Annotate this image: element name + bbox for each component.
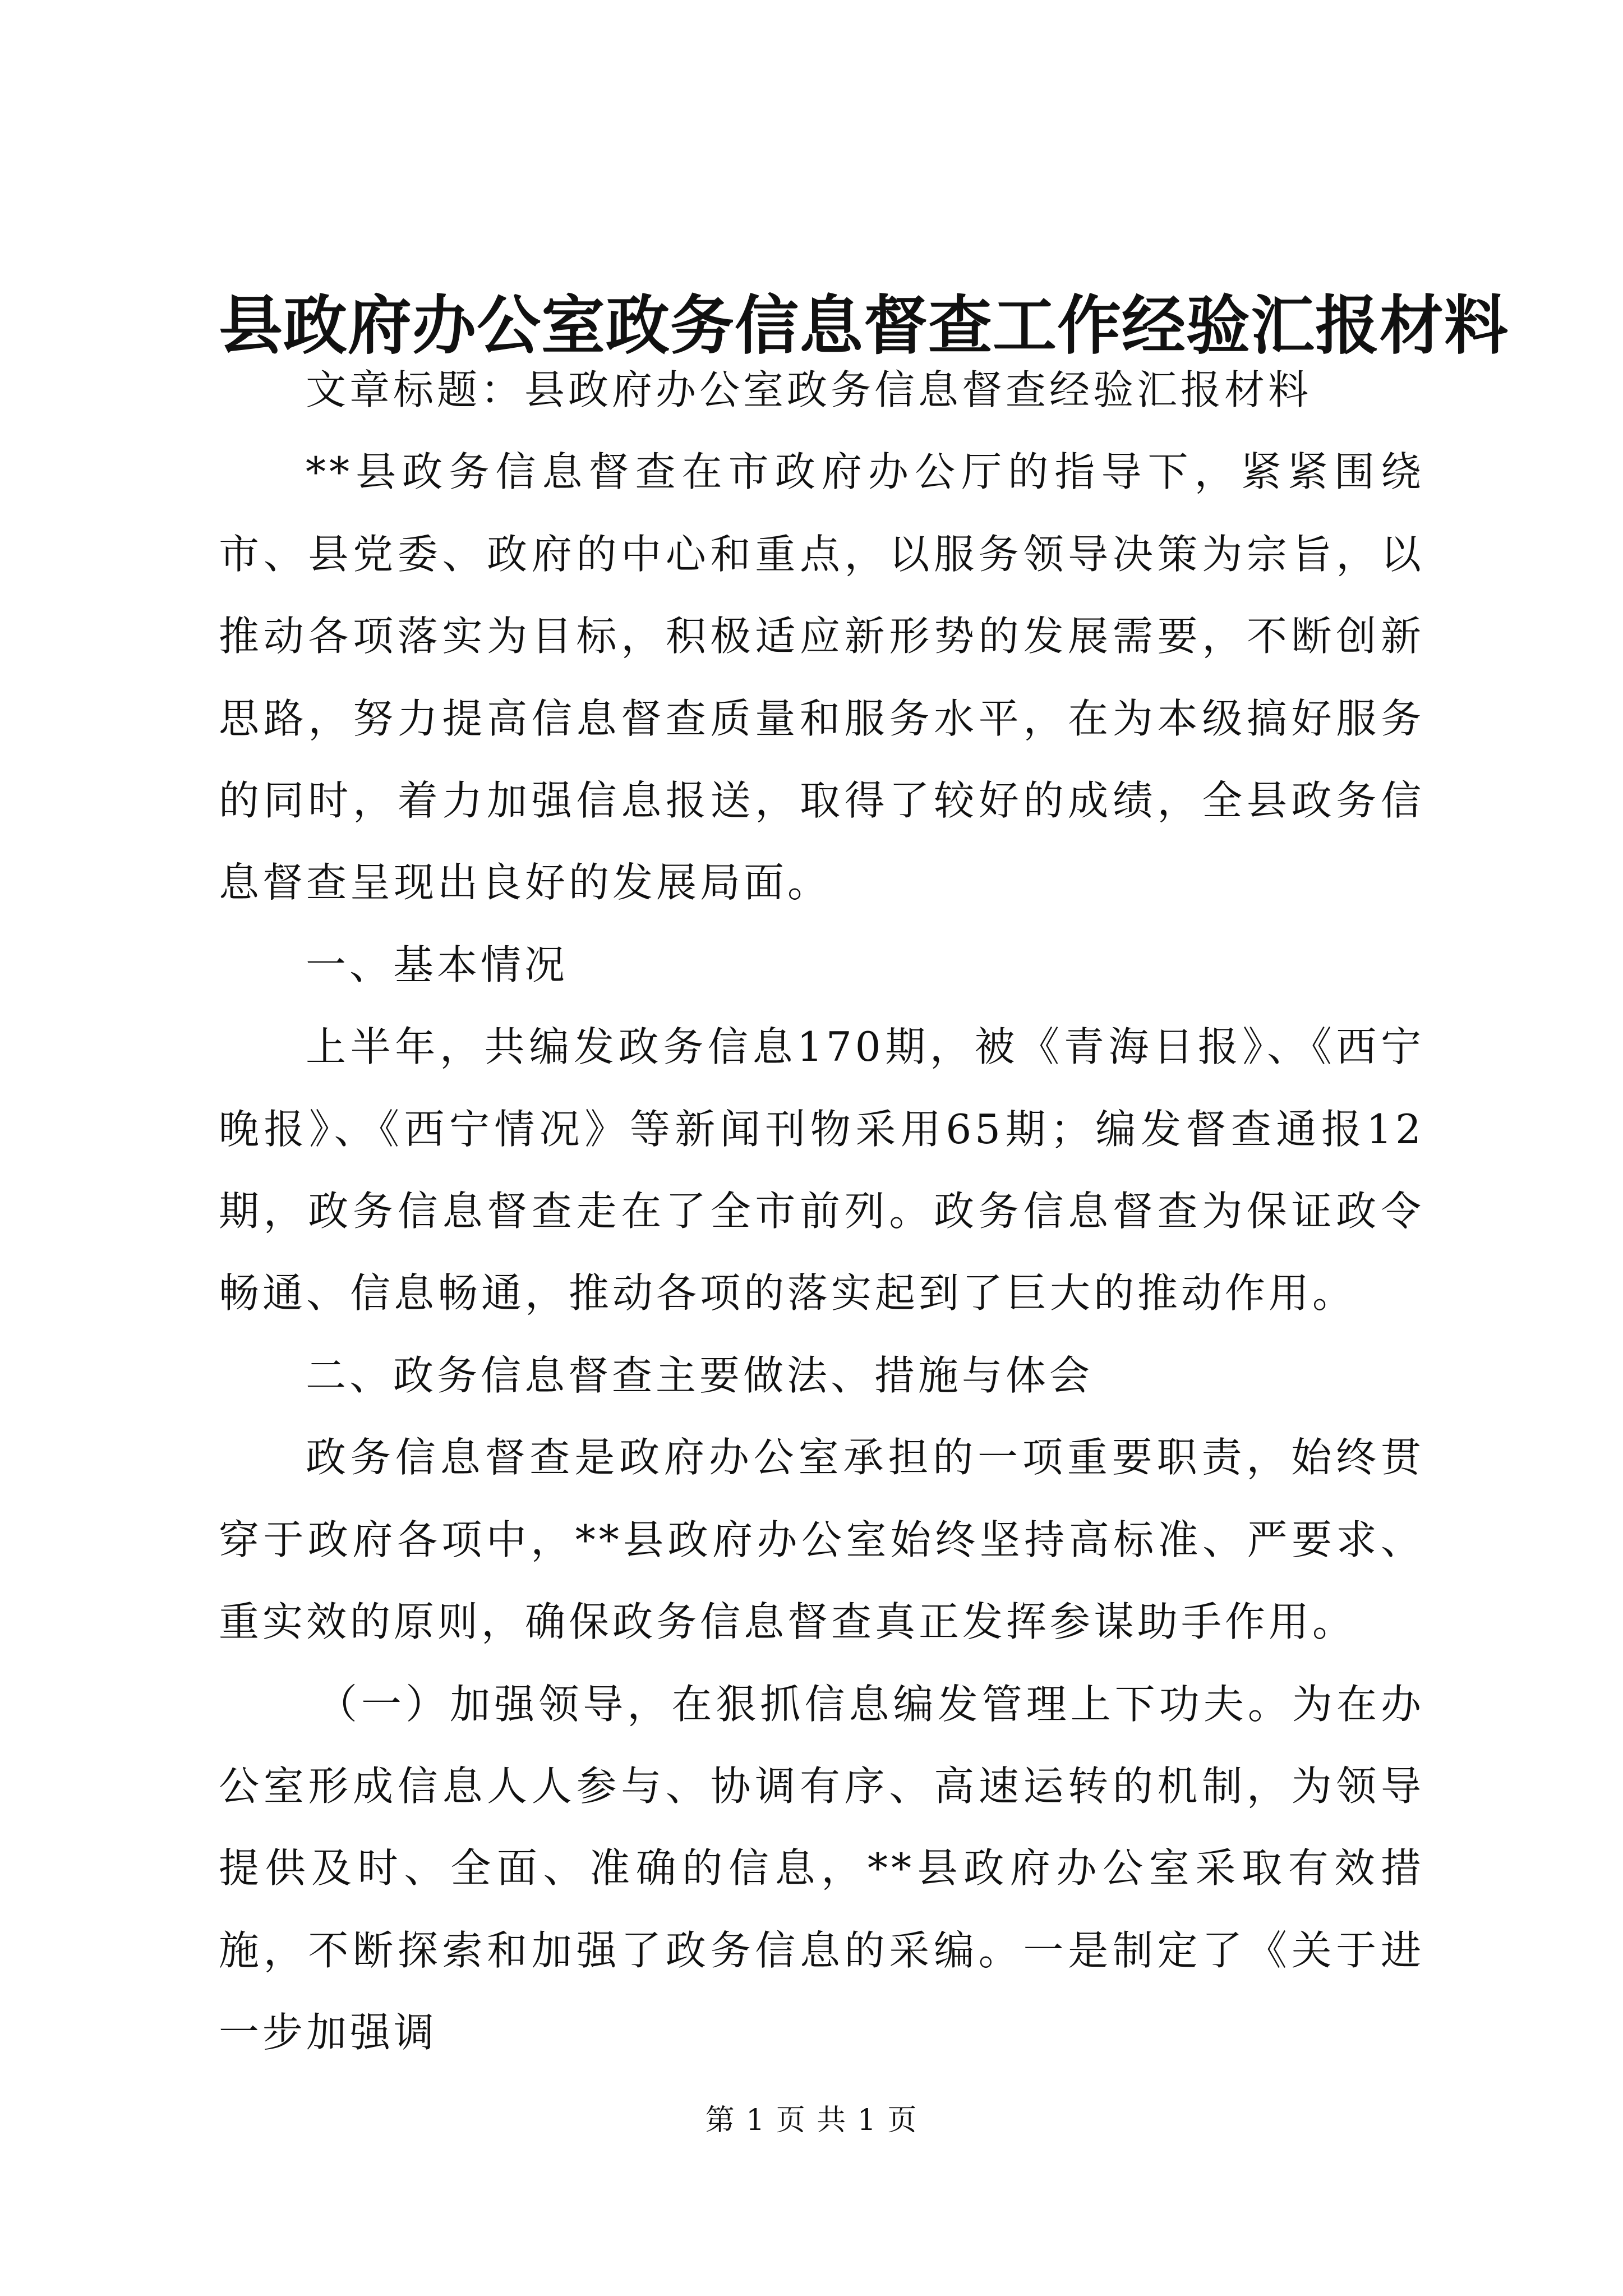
practices-paragraph: 政务信息督查是政府办公室承担的一项重要职责，始终贯穿于政府各项中，**县政府办公室始终坚持高标准、严要求、重实效的原则，确保政务信息督查真正发挥参谋助手作用。 (219, 1434, 1424, 1646)
section-heading-practices: 二、政务信息督查主要做法、措施与体会 (306, 1351, 1094, 1399)
document-title: 县政府办公室政务信息督查工作经验汇报材料 (219, 288, 1509, 363)
intro-paragraph: **县政务信息督查在市政府办公厅的指导下，紧紧围绕市、县党委、政府的中心和重点，以服务领导决策为宗旨，以推动各项落实为目标，积极适应新形势的发展需要，不断创新思路，努力提高信息督查质量和服务水平，在为本级搞好服务的同时，着力加强信息报送，取得了较好的成绩，全县政务信息督查呈现出良好的发展局面。 (219, 448, 1424, 907)
section-heading-basic-situation: 一、基本情况 (306, 941, 569, 988)
page-footer: 第 1 页 共 1 页 (705, 2104, 918, 2137)
document-body (219, 349, 1424, 2074)
article-title-line: 文章标题：县政府办公室政务信息督查经验汇报材料 (306, 366, 1312, 413)
basic-situation-paragraph: 上半年，共编发政务信息170期，被《青海日报》、《西宁晚报》、《西宁情况》等新闻刊物采用65期；编发督查通报12期，政务信息督查走在了全市前列。政务信息督查为保证政令畅通、信息畅通，推动各项的落实起到了巨大的推动作用。 (219, 1023, 1424, 1317)
subsection-paragraph-1: （一）加强领导，在狠抓信息编发管理上下功夫。为在办公室形成信息人人参与、协调有序、高速运转的机制，为领导提供及时、全面、准确的信息，**县政府办公室采取有效措施，不断探索和加强了政务信息的采编。一是制定了《关于进一步加强调 (219, 1680, 1424, 2056)
